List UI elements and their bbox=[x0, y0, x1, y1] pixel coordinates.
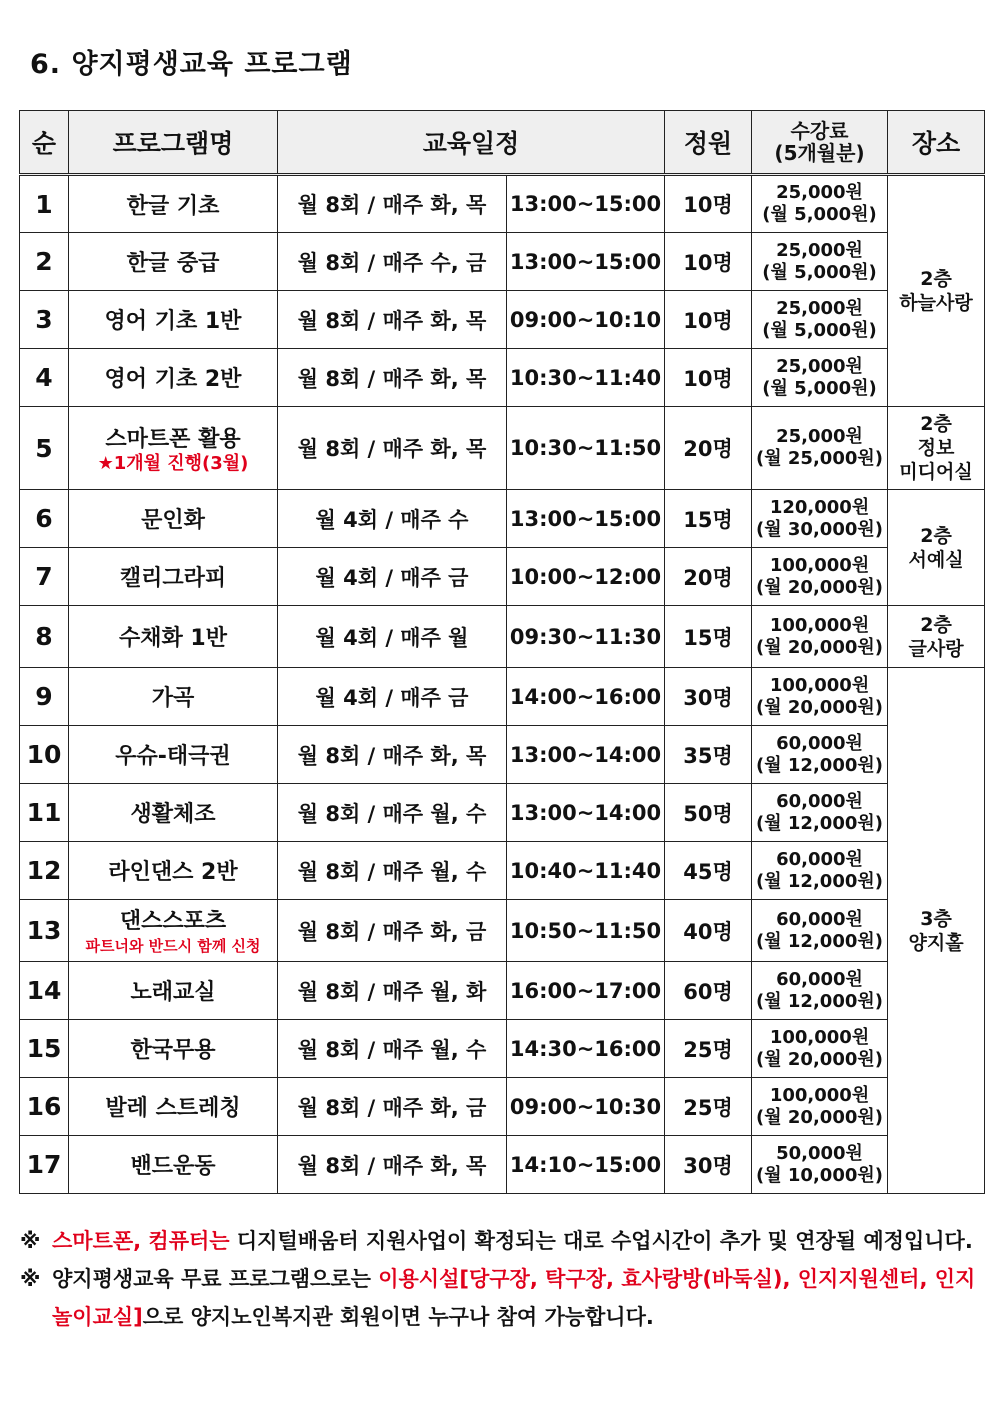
footnote-1 bbox=[20, 1222, 985, 1260]
fee-total: 60,000원 bbox=[776, 968, 863, 990]
place-cell bbox=[888, 668, 985, 1194]
row-fee bbox=[752, 962, 888, 1020]
fee-monthly: (월 20,000원) bbox=[756, 1048, 883, 1070]
row-no: 10 bbox=[20, 726, 69, 784]
row-name: 밴드운동 bbox=[69, 1136, 278, 1194]
row-fee bbox=[752, 784, 888, 842]
table-row bbox=[20, 407, 985, 490]
fee-total: 100,000원 bbox=[769, 554, 870, 576]
row-time: 09:00~10:30 bbox=[507, 1078, 665, 1136]
place-room: 서예실 bbox=[908, 548, 964, 571]
fee-monthly: (월 5,000원) bbox=[762, 377, 877, 399]
row-no: 15 bbox=[20, 1020, 69, 1078]
place-room-line2: 미디어실 bbox=[899, 461, 973, 483]
row-schedule: 월 8회 / 매주 화, 목 bbox=[278, 349, 507, 407]
row-time: 10:50~11:50 bbox=[507, 900, 665, 962]
table-row bbox=[20, 175, 985, 233]
table-row bbox=[20, 291, 985, 349]
fee-monthly: (월 12,000원) bbox=[756, 930, 883, 952]
reference-mark: ※ bbox=[20, 1267, 41, 1291]
fee-total: 100,000원 bbox=[769, 674, 870, 696]
row-time: 13:00~14:00 bbox=[507, 784, 665, 842]
row-capacity: 10명 bbox=[665, 175, 752, 233]
fee-total: 25,000원 bbox=[776, 355, 863, 377]
row-no: 5 bbox=[20, 407, 69, 490]
row-schedule: 월 8회 / 매주 화, 금 bbox=[278, 1078, 507, 1136]
row-schedule: 월 8회 / 매주 화, 목 bbox=[278, 407, 507, 490]
row-name bbox=[69, 900, 278, 962]
fee-total: 100,000원 bbox=[769, 614, 870, 636]
row-schedule: 월 8회 / 매주 월, 수 bbox=[278, 842, 507, 900]
footnotes bbox=[20, 1222, 985, 1336]
row-fee bbox=[752, 1136, 888, 1194]
header-fee-line1: 수강료 bbox=[790, 119, 849, 143]
table-row bbox=[20, 1078, 985, 1136]
row-capacity: 50명 bbox=[665, 784, 752, 842]
row-capacity: 20명 bbox=[665, 548, 752, 606]
row-time: 09:00~10:10 bbox=[507, 291, 665, 349]
table-row bbox=[20, 349, 985, 407]
row-capacity: 35명 bbox=[665, 726, 752, 784]
row-name: 노래교실 bbox=[69, 962, 278, 1020]
place-floor: 2층 bbox=[920, 413, 952, 435]
place-cell bbox=[888, 407, 985, 490]
row-name: 한국무용 bbox=[69, 1020, 278, 1078]
table-row bbox=[20, 1136, 985, 1194]
fee-total: 60,000원 bbox=[776, 732, 863, 754]
row-time: 13:00~15:00 bbox=[507, 175, 665, 233]
row-capacity: 25명 bbox=[665, 1020, 752, 1078]
fee-monthly: (월 5,000원) bbox=[762, 204, 877, 225]
row-name: 발레 스트레칭 bbox=[69, 1078, 278, 1136]
footnote-text bbox=[52, 1222, 973, 1260]
header-fee-line2: (5개월분) bbox=[774, 141, 865, 165]
fee-total: 60,000원 bbox=[776, 908, 863, 930]
place-cell bbox=[888, 606, 985, 668]
table-row bbox=[20, 962, 985, 1020]
place-floor: 3층 bbox=[920, 907, 952, 930]
row-time: 13:00~15:00 bbox=[507, 233, 665, 291]
row-time: 10:30~11:50 bbox=[507, 407, 665, 490]
row-name: 가곡 bbox=[69, 668, 278, 726]
row-time: 13:00~15:00 bbox=[507, 490, 665, 548]
row-no: 13 bbox=[20, 900, 69, 962]
fee-monthly: (월 25,000원) bbox=[756, 448, 883, 469]
row-name: 영어 기초 2반 bbox=[69, 349, 278, 407]
row-fee bbox=[752, 668, 888, 726]
row-schedule: 월 8회 / 매주 화, 목 bbox=[278, 726, 507, 784]
fee-monthly: (월 10,000원) bbox=[756, 1164, 883, 1186]
program-name: 스마트폰 활용 bbox=[105, 426, 241, 452]
fee-monthly: (월 20,000원) bbox=[756, 576, 883, 598]
row-fee bbox=[752, 349, 888, 407]
fee-total: 25,000원 bbox=[776, 297, 863, 319]
row-time: 13:00~14:00 bbox=[507, 726, 665, 784]
row-time: 10:40~11:40 bbox=[507, 842, 665, 900]
reference-mark: ※ bbox=[20, 1229, 41, 1253]
row-capacity: 10명 bbox=[665, 291, 752, 349]
fee-total: 25,000원 bbox=[776, 426, 863, 447]
row-no: 16 bbox=[20, 1078, 69, 1136]
fee-total: 60,000원 bbox=[776, 848, 863, 870]
row-capacity: 60명 bbox=[665, 962, 752, 1020]
program-table bbox=[19, 110, 985, 1194]
row-no: 8 bbox=[20, 606, 69, 668]
row-fee bbox=[752, 726, 888, 784]
program-note: ★1개월 진행(3월) bbox=[97, 452, 249, 474]
row-name: 문인화 bbox=[69, 490, 278, 548]
row-schedule: 월 8회 / 매주 화, 금 bbox=[278, 900, 507, 962]
row-time: 16:00~17:00 bbox=[507, 962, 665, 1020]
table-row bbox=[20, 900, 985, 962]
row-no: 12 bbox=[20, 842, 69, 900]
row-capacity: 10명 bbox=[665, 233, 752, 291]
fee-monthly: (월 20,000원) bbox=[756, 696, 883, 718]
header-name: 프로그램명 bbox=[69, 111, 278, 175]
table-row bbox=[20, 784, 985, 842]
table-row bbox=[20, 606, 985, 668]
row-no: 11 bbox=[20, 784, 69, 842]
fee-total: 25,000원 bbox=[776, 182, 863, 203]
row-schedule: 월 4회 / 매주 월 bbox=[278, 606, 507, 668]
row-schedule: 월 8회 / 매주 월, 수 bbox=[278, 1020, 507, 1078]
row-fee bbox=[752, 233, 888, 291]
program-note: 파트너와 반드시 함께 신청 bbox=[85, 937, 261, 955]
row-schedule: 월 4회 / 매주 금 bbox=[278, 668, 507, 726]
row-schedule: 월 4회 / 매주 수 bbox=[278, 490, 507, 548]
row-capacity: 30명 bbox=[665, 1136, 752, 1194]
row-name bbox=[69, 407, 278, 490]
header-no: 순 bbox=[20, 111, 69, 175]
row-fee bbox=[752, 1020, 888, 1078]
footnote-highlight: 스마트폰, 컴퓨터는 bbox=[52, 1229, 230, 1253]
row-capacity: 10명 bbox=[665, 349, 752, 407]
table-row bbox=[20, 726, 985, 784]
fee-monthly: (월 12,000원) bbox=[756, 990, 883, 1012]
row-capacity: 20명 bbox=[665, 407, 752, 490]
row-capacity: 30명 bbox=[665, 668, 752, 726]
table-row bbox=[20, 233, 985, 291]
table-row bbox=[20, 548, 985, 606]
row-time: 10:00~12:00 bbox=[507, 548, 665, 606]
row-time: 09:30~11:30 bbox=[507, 606, 665, 668]
place-floor: 2층 bbox=[920, 613, 952, 636]
table-row bbox=[20, 490, 985, 548]
fee-total: 100,000원 bbox=[769, 1084, 870, 1106]
row-fee bbox=[752, 548, 888, 606]
place-floor: 2층 bbox=[920, 524, 952, 547]
row-no: 7 bbox=[20, 548, 69, 606]
row-fee bbox=[752, 407, 888, 490]
program-name: 댄스스포츠 bbox=[119, 909, 227, 934]
row-no: 9 bbox=[20, 668, 69, 726]
footnote-highlight: 이용시설[당구장, 탁구장, 효사랑방(바둑실), 인지지원센터, 인지놀이교실] bbox=[52, 1267, 976, 1329]
row-capacity: 25명 bbox=[665, 1078, 752, 1136]
row-time: 14:30~16:00 bbox=[507, 1020, 665, 1078]
fee-total: 25,000원 bbox=[776, 239, 863, 261]
row-time: 14:10~15:00 bbox=[507, 1136, 665, 1194]
row-name: 수채화 1반 bbox=[69, 606, 278, 668]
page-title: 6. 양지평생교육 프로그램 bbox=[30, 49, 353, 80]
fee-monthly: (월 12,000원) bbox=[756, 754, 883, 776]
row-no: 4 bbox=[20, 349, 69, 407]
row-name: 한글 기초 bbox=[69, 175, 278, 233]
footnote-body: 디지털배움터 지원사업이 확정되는 대로 수업시간이 추가 및 연장될 예정입니다. bbox=[229, 1229, 973, 1253]
row-name: 라인댄스 2반 bbox=[69, 842, 278, 900]
row-fee bbox=[752, 1078, 888, 1136]
row-schedule: 월 8회 / 매주 수, 금 bbox=[278, 233, 507, 291]
table-row bbox=[20, 1020, 985, 1078]
footnote-2 bbox=[20, 1260, 985, 1336]
row-capacity: 15명 bbox=[665, 606, 752, 668]
place-floor: 2층 bbox=[920, 268, 952, 290]
fee-monthly: (월 30,000원) bbox=[756, 518, 883, 540]
table-header-row bbox=[20, 111, 985, 175]
place-room-line1: 정보 bbox=[917, 437, 955, 459]
fee-total: 60,000원 bbox=[776, 790, 863, 812]
place-room: 글사랑 bbox=[908, 637, 964, 660]
row-no: 1 bbox=[20, 175, 69, 233]
table-row bbox=[20, 668, 985, 726]
row-schedule: 월 8회 / 매주 화, 목 bbox=[278, 291, 507, 349]
row-fee bbox=[752, 291, 888, 349]
row-time: 10:30~11:40 bbox=[507, 349, 665, 407]
fee-monthly: (월 5,000원) bbox=[762, 319, 877, 341]
row-no: 6 bbox=[20, 490, 69, 548]
row-fee bbox=[752, 175, 888, 233]
row-no: 2 bbox=[20, 233, 69, 291]
row-name: 캘리그라피 bbox=[69, 548, 278, 606]
fee-monthly: (월 12,000원) bbox=[756, 812, 883, 834]
row-name: 생활체조 bbox=[69, 784, 278, 842]
place-room: 하늘사랑 bbox=[899, 292, 973, 314]
fee-monthly: (월 20,000원) bbox=[756, 636, 883, 658]
fee-monthly: (월 20,000원) bbox=[756, 1106, 883, 1128]
row-no: 14 bbox=[20, 962, 69, 1020]
fee-total: 120,000원 bbox=[769, 496, 870, 518]
row-schedule: 월 8회 / 매주 화, 목 bbox=[278, 175, 507, 233]
header-place: 장소 bbox=[888, 111, 985, 175]
row-fee bbox=[752, 490, 888, 548]
row-schedule: 월 8회 / 매주 월, 수 bbox=[278, 784, 507, 842]
footnote-body: 양지평생교육 무료 프로그램으로는 bbox=[52, 1267, 379, 1291]
header-fee bbox=[752, 111, 888, 175]
table-row bbox=[20, 842, 985, 900]
row-name: 영어 기초 1반 bbox=[69, 291, 278, 349]
row-fee bbox=[752, 606, 888, 668]
header-capacity: 정원 bbox=[665, 111, 752, 175]
place-cell bbox=[888, 490, 985, 606]
footnote-body-end: 으로 양지노인복지관 회원이면 누구나 참여 가능합니다. bbox=[142, 1305, 654, 1329]
footnote-text bbox=[52, 1260, 985, 1336]
row-name: 우슈-태극권 bbox=[69, 726, 278, 784]
header-schedule: 교육일정 bbox=[278, 111, 665, 175]
row-schedule: 월 8회 / 매주 화, 목 bbox=[278, 1136, 507, 1194]
row-name: 한글 중급 bbox=[69, 233, 278, 291]
row-capacity: 45명 bbox=[665, 842, 752, 900]
row-capacity: 40명 bbox=[665, 900, 752, 962]
place-cell bbox=[888, 175, 985, 407]
row-no: 17 bbox=[20, 1136, 69, 1194]
row-schedule: 월 8회 / 매주 월, 화 bbox=[278, 962, 507, 1020]
row-schedule: 월 4회 / 매주 금 bbox=[278, 548, 507, 606]
row-fee bbox=[752, 900, 888, 962]
row-no: 3 bbox=[20, 291, 69, 349]
row-capacity: 15명 bbox=[665, 490, 752, 548]
row-fee bbox=[752, 842, 888, 900]
fee-total: 50,000원 bbox=[776, 1142, 863, 1164]
place-room: 양지홀 bbox=[908, 931, 964, 954]
fee-monthly: (월 5,000원) bbox=[762, 261, 877, 283]
row-time: 14:00~16:00 bbox=[507, 668, 665, 726]
fee-monthly: (월 12,000원) bbox=[756, 870, 883, 892]
fee-total: 100,000원 bbox=[769, 1026, 870, 1048]
